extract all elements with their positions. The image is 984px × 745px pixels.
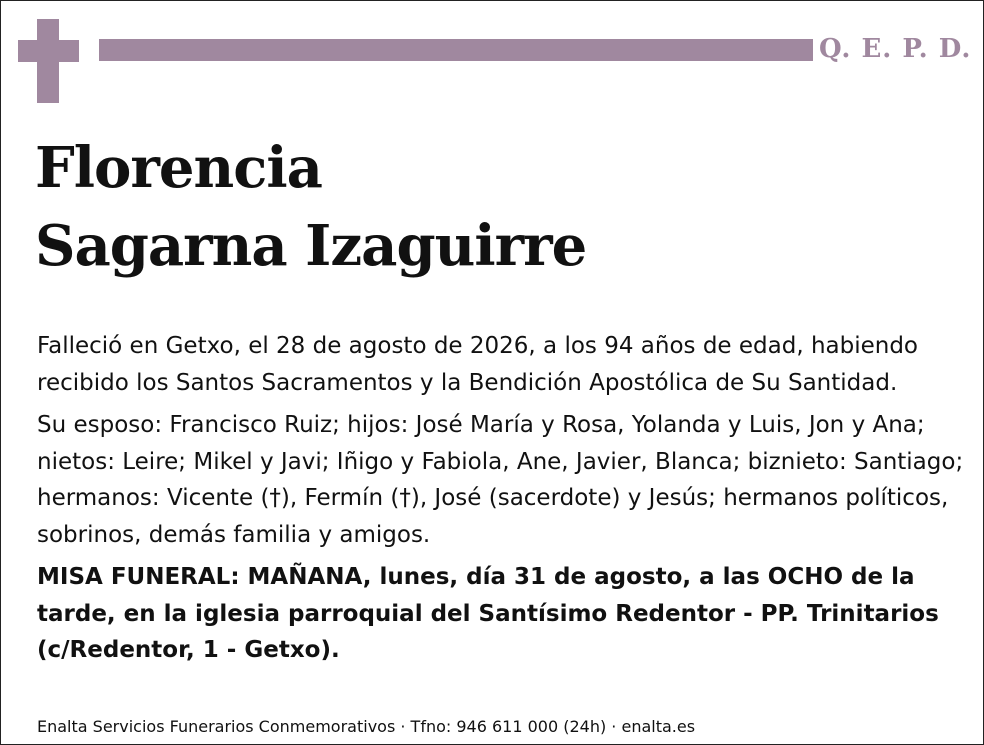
deceased-first-name: Florencia [35,135,322,201]
deceased-name [35,129,586,285]
death-notice: Falleció en Getxo, el 28 de agosto de 2026, a los 94 años de edad, habiendo recibido los Santos Sacramentos y la Bendición Apostólica de Su Santidad. [37,333,919,396]
deceased-surnames: Sagarna Izaguirre [35,213,587,279]
footer-contact: Enalta Servicios Funerarios Conmemorativos · Tfno: 946 611 000 (24h) · enalta.es [37,717,696,736]
obituary-body [37,328,967,669]
family-list: Su esposo: Francisco Ruiz; hijos: José María y Rosa, Yolanda y Luis, Jon y Ana; nietos: Leire; Mikel y Javi; Iñigo y Fabiola, Ane, Javier, Blanca; biznieto: Santiago; hermanos: Vicente (†), Fermín (†), José (sacerdote) y Jesús; hermanos políticos, sobrinos, demás familia y amigos. [37,412,964,548]
cross-icon-bar [18,40,79,62]
qepd-label: Q. E. P. D. [819,34,972,64]
funeral-details: MISA FUNERAL: MAÑANA, lunes, día 31 de agosto, a las OCHO de la tarde, en la iglesia parroquial del Santísimo Redentor - PP. Trinitarios (c/Redentor, 1 - Getxo). [37,564,939,663]
header-rule [99,39,813,61]
